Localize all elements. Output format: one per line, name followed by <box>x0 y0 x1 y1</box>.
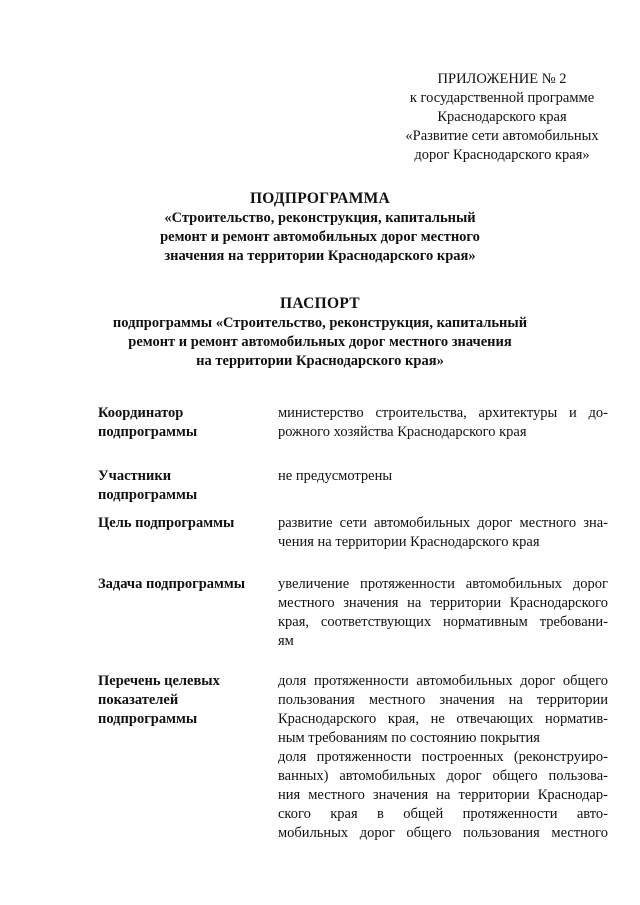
row-value-line: местного значения на территории Краснодарского <box>278 595 608 611</box>
row-value-line: развитие сети автомобильных дорог местного зна- <box>278 515 608 531</box>
row-label <box>98 514 268 533</box>
appendix-header <box>380 70 624 165</box>
row-value <box>278 575 608 651</box>
row-label-line: подпрограммы <box>98 424 198 440</box>
row-value-line: министерство строительства, архитектуры и до- <box>278 405 608 421</box>
row-label <box>98 672 268 729</box>
appendix-line: ПРИЛОЖЕНИЕ № 2 <box>437 71 567 87</box>
appendix-line: Краснодарского края <box>437 109 567 125</box>
row-label-line: подпрограммы <box>98 487 198 503</box>
row-value <box>278 514 608 552</box>
row-value <box>278 467 608 486</box>
row-label-line: Перечень целевых <box>98 673 220 689</box>
row-value-line: ванных) автомобильных дорог общего пользова- <box>278 768 608 784</box>
row-label <box>98 404 268 442</box>
subprogram-name-line: ремонт и ремонт автомобильных дорог местного <box>160 229 480 245</box>
passport-name-line: ремонт и ремонт автомобильных дорог местного значения <box>128 334 512 350</box>
row-value-line: увеличение протяженности автомобильных дорог <box>278 576 608 592</box>
subprogram-heading <box>80 189 560 266</box>
row-label-line: подпрограммы <box>98 711 198 727</box>
subprogram-name-line: «Строительство, реконструкция, капитальный <box>164 210 476 226</box>
row-value-line: ным требованиям по состоянию покрытия <box>278 730 540 746</box>
row-value-line: рожного хозяйства Краснодарского края <box>278 424 527 440</box>
passport-name-line: на территории Краснодарского края» <box>196 353 444 369</box>
row-value-line: доля протяженности построенных (реконструиро- <box>278 749 608 765</box>
row-value-line: ского края в общей протяженности авто- <box>278 806 608 822</box>
subprogram-title: ПОДПРОГРАММА <box>249 190 391 207</box>
appendix-line: «Развитие сети автомобильных <box>405 128 599 144</box>
row-label-line: Участники <box>98 468 172 484</box>
row-label-line: Цель подпрограммы <box>98 515 235 531</box>
row-label-line: Задача подпрограммы <box>98 576 246 592</box>
row-value-line: пользования местного значения на территории <box>278 692 608 708</box>
subprogram-name-line: значения на территории Краснодарского края» <box>164 248 476 264</box>
passport-heading <box>80 294 560 371</box>
row-label-line: Координатор <box>98 405 184 421</box>
row-value-line: не предусмотрены <box>278 468 393 484</box>
row-label-line: показателей <box>98 692 179 708</box>
row-label <box>98 575 268 594</box>
passport-title: ПАСПОРТ <box>280 295 360 312</box>
row-value-line: мобильных дорог общего пользования местного <box>278 825 608 841</box>
row-value-line: чения на территории Краснодарского края <box>278 534 540 550</box>
row-label <box>98 467 268 505</box>
row-value <box>278 672 608 843</box>
row-value-line: Краснодарского края, не отвечающих норматив- <box>278 711 608 727</box>
appendix-line: к государственной программе <box>409 90 595 106</box>
passport-name-line: подпрограммы «Строительство, реконструкция, капитальный <box>112 315 528 331</box>
row-value-line: доля протяженности автомобильных дорог общего <box>278 673 608 689</box>
row-value-line: края, соответствующих нормативным требовани- <box>278 614 608 630</box>
row-value-line: ям <box>278 633 294 649</box>
appendix-line: дорог Краснодарского края» <box>414 147 590 163</box>
row-value-line: ния местного значения на территории Краснодар- <box>278 787 608 803</box>
row-value <box>278 404 608 442</box>
